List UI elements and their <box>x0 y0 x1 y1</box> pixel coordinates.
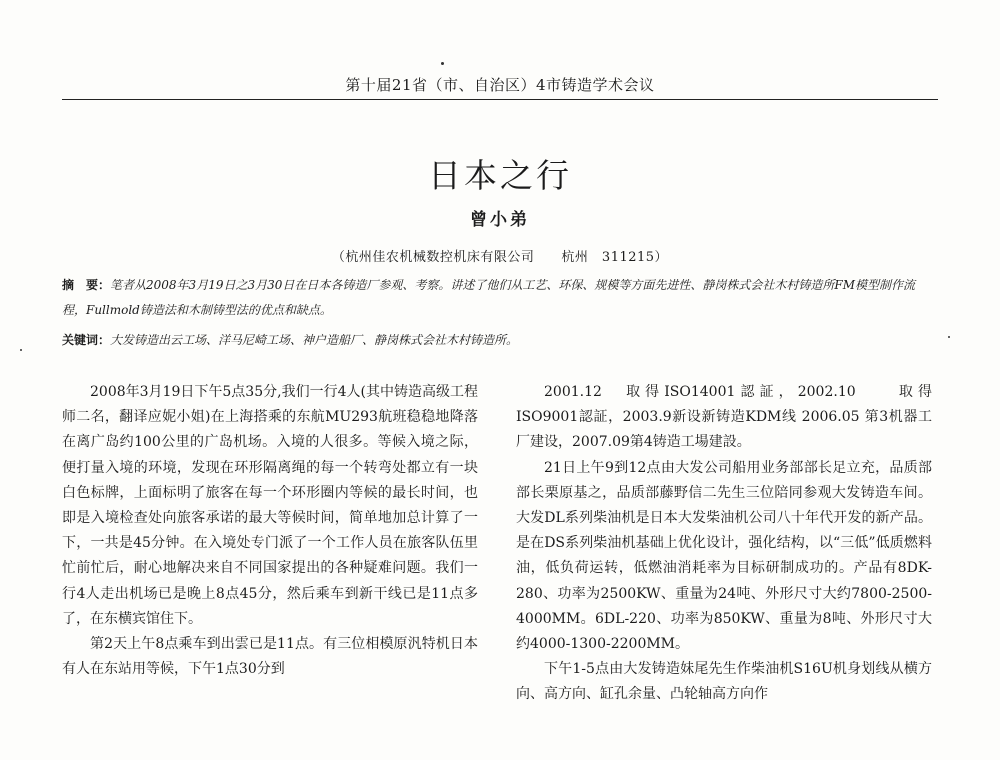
keywords-text: 大发铸造出云工场、洋马尼崎工场、神户造船厂、静岗株式会社木村铸造所。 <box>110 333 519 347</box>
author-name: 曾小弟 <box>470 210 530 230</box>
header-rule <box>62 99 938 100</box>
abstract-label: 摘 要： <box>62 278 111 292</box>
paragraph: 21日上午9到12点由大发公司船用业务部部长足立充，品质部部长栗原基之，品质部藤野信二先生三位陪同参观大发铸造车间。大发DL系列柴油机是日本大发柴油机公司八十年代开发的新产品。是在DS系列柴油机基础上优化设计，强化结构，以“三低”低质燃料油，低负荷运转，低燃油消耗率为目标研制成功的。产品有8DK-280、功率为2500KW、重量为24吨、外形尺寸大约7800-2500-4000MM。6DL-220、功率为850KW、重量为8吨、外形尺寸大约4000-1300-2200MM。 <box>516 459 932 653</box>
keywords-label: 关键词： <box>62 333 111 347</box>
scan-speck <box>441 62 444 65</box>
article-title: 日本之行 <box>428 156 572 196</box>
paragraph: 第2天上午8点乘车到出雲已是11点。有三位相模原汎特机日本有人在东站用等候，下午1点30分到 <box>62 636 478 678</box>
abstract <box>62 273 938 323</box>
paragraph: 2008年3月19日下午5点35分,我们一行4人(其中铸造高级工程师二名，翻译应妮小姐)在上海搭乘的东航MU293航班稳稳地降落在离广岛约100公里的广岛机场。入境的人很多。等候入境之际，便打量入境的环境，发现在环形隔离绳的每一个转弯处都立有一块白色标牌，上面标明了旅客在每一个环形圈内等候的最长时间，也即是入境检查处向旅客承诺的最大等候时间，简单地加总计算了一下，一共是45分钟。在入境处专门派了一个工作人员在旅客队伍里忙前忙后，耐心地解决来自不同国家提出的各种疑难问题。我们一行4人走出机场已是晚上8点45分，然后乘车到新干线已是11点多了，在东横宾馆住下。 <box>62 384 478 627</box>
body-column-right <box>516 380 932 708</box>
scan-speck <box>948 336 950 338</box>
scan-speck <box>20 349 22 351</box>
keywords <box>62 330 938 350</box>
abstract-text: 笔者从2008年3月19日之3月30日在日本各铸造厂参观、考察。讲述了他们从工艺、环保、规模等方面先进性、静岗株式会社木村铸造所FM模型制作流程，Fullmold铸造法和木制铸型法的优点和缺点。 <box>62 278 915 317</box>
paragraph: 下午1-5点由大发铸造妹尾先生作柴油机S16U机身划线从横方向、高方向、缸孔余量、凸轮轴高方向作 <box>516 661 932 703</box>
affiliation: （杭州佳农机械数控机床有限公司 杭州 311215） <box>331 250 669 265</box>
paragraph: 2001.12 取得ISO14001認証，2002.10 取得ISO9001認証，2003.9新设新铸造KDM线 2006.05 第3机器工厂建设，2007.09第4铸造工場建設。 <box>516 384 932 451</box>
body-column-left <box>62 380 478 682</box>
conference-header: 第十届21省（市、自治区）4市铸造学术会议 <box>345 76 655 94</box>
